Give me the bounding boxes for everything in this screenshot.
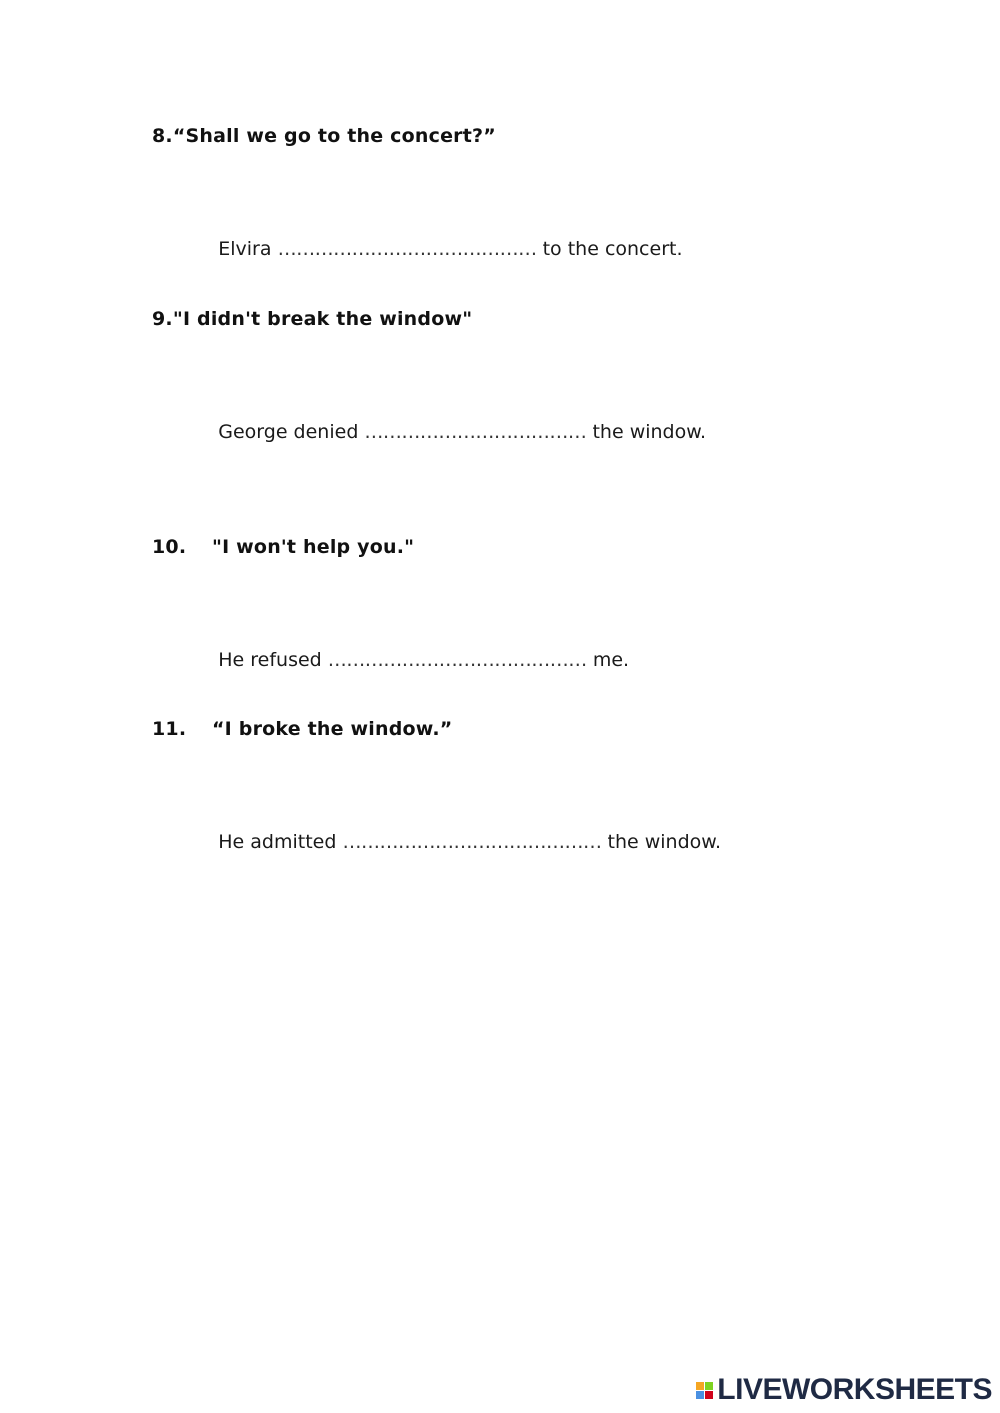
direct-speech-quote: “I broke the window.”	[212, 718, 453, 740]
answer-blank[interactable]: ……………………………………	[327, 649, 587, 671]
answer-blank[interactable]: ………………………………	[364, 421, 587, 443]
answer-prefix: He admitted	[218, 831, 337, 853]
answer-blank[interactable]: ……………………………………	[342, 831, 602, 853]
question-sentence	[152, 536, 952, 558]
question-number: 9.	[152, 308, 173, 330]
question-sentence	[152, 125, 952, 147]
liveworksheets-logo-icon	[696, 1382, 713, 1399]
reported-speech-line	[182, 627, 629, 693]
question-sentence	[152, 308, 952, 330]
direct-speech-quote: "I won't help you."	[212, 536, 415, 558]
answer-suffix: to the concert.	[542, 238, 683, 260]
brand-name: LIVEWORKSHEETS	[717, 1373, 992, 1406]
direct-speech-quote: "I didn't break the window"	[172, 308, 473, 330]
question-number: 10.	[152, 536, 187, 558]
reported-speech-line	[182, 216, 683, 282]
answer-suffix: the window.	[607, 831, 722, 853]
question-number: 8.	[152, 125, 173, 147]
question-sentence	[152, 718, 952, 740]
reported-speech-line	[182, 399, 706, 465]
exercise-item-9	[152, 308, 952, 443]
answer-prefix: George denied	[218, 421, 359, 443]
answer-suffix: the window.	[592, 421, 707, 443]
direct-speech-quote: “Shall we go to the concert?”	[172, 125, 496, 147]
answer-blank[interactable]: ……………………………………	[277, 238, 537, 260]
answer-suffix: me.	[592, 649, 630, 671]
exercise-item-8	[152, 125, 952, 260]
liveworksheets-watermark	[696, 1373, 992, 1407]
exercise-item-10	[152, 536, 952, 671]
question-number: 11.	[152, 718, 187, 740]
exercise-item-11	[152, 718, 952, 853]
reported-speech-line	[182, 809, 721, 875]
answer-prefix: Elvira	[218, 238, 272, 260]
answer-prefix: He refused	[218, 649, 322, 671]
